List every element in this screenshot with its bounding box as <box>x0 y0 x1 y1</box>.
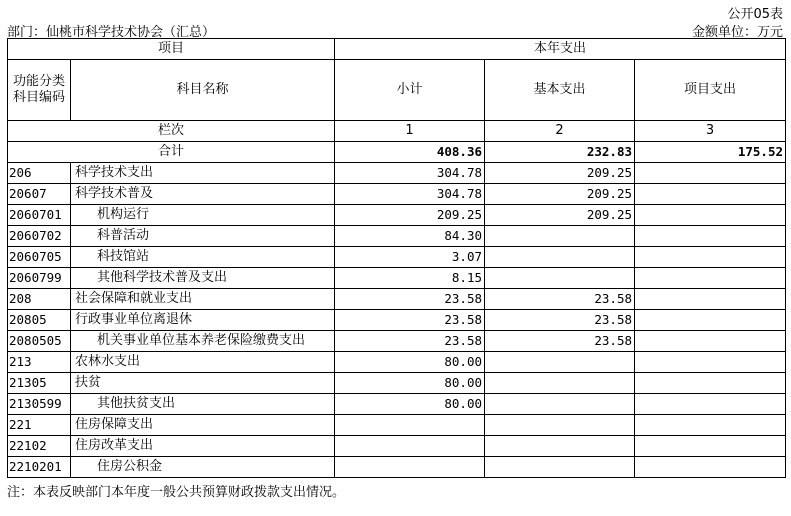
index-3: 3 <box>635 121 786 142</box>
row-basic: 209.25 <box>485 205 635 226</box>
row-name: 住房公积金 <box>71 457 335 478</box>
row-project <box>635 163 786 184</box>
row-code: 206 <box>8 163 71 184</box>
row-basic: 209.25 <box>485 184 635 205</box>
row-code: 2080505 <box>8 331 71 352</box>
row-code: 21305 <box>8 373 71 394</box>
footnote: 注：本表反映部门本年度一般公共预算财政拨款支出情况。 <box>7 485 346 500</box>
row-project <box>635 457 786 478</box>
table-row <box>8 436 786 457</box>
row-basic <box>485 394 635 415</box>
row-name: 住房保障支出 <box>71 415 335 436</box>
department-label: 部门：仙桃市科学技术协会（汇总） <box>7 25 216 40</box>
row-project <box>635 247 786 268</box>
row-code: 20607 <box>8 184 71 205</box>
table-row <box>8 289 786 310</box>
row-project <box>635 184 786 205</box>
row-name: 扶贫 <box>71 373 335 394</box>
row-name: 科普活动 <box>71 226 335 247</box>
col-basic-header: 基本支出 <box>485 60 635 121</box>
row-subtotal <box>335 436 485 457</box>
row-name: 其他科学技术普及支出 <box>71 268 335 289</box>
index-1: 1 <box>335 121 485 142</box>
col-code-header: 功能分类 科目编码 <box>8 60 71 121</box>
col-project-header: 项目支出 <box>635 60 786 121</box>
row-basic: 23.58 <box>485 310 635 331</box>
row-code: 2130599 <box>8 394 71 415</box>
row-basic: 23.58 <box>485 331 635 352</box>
row-code: 2060799 <box>8 268 71 289</box>
row-project <box>635 373 786 394</box>
row-subtotal <box>335 415 485 436</box>
row-subtotal: 8.15 <box>335 268 485 289</box>
row-project <box>635 310 786 331</box>
total-project: 175.52 <box>635 142 786 163</box>
row-subtotal: 304.78 <box>335 184 485 205</box>
row-basic <box>485 226 635 247</box>
table-row <box>8 352 786 373</box>
header-row-2 <box>8 60 786 121</box>
row-code: 20805 <box>8 310 71 331</box>
row-code: 2060702 <box>8 226 71 247</box>
row-code: 2060701 <box>8 205 71 226</box>
row-code: 22102 <box>8 436 71 457</box>
table-row <box>8 268 786 289</box>
table-row <box>8 205 786 226</box>
unit-label: 金额单位：万元 <box>691 25 783 40</box>
table-row <box>8 310 786 331</box>
table-row <box>8 457 786 478</box>
row-project <box>635 415 786 436</box>
row-name: 机构运行 <box>71 205 335 226</box>
table-row <box>8 226 786 247</box>
row-code: 208 <box>8 289 71 310</box>
table-row <box>8 163 786 184</box>
row-basic <box>485 415 635 436</box>
row-subtotal: 80.00 <box>335 373 485 394</box>
form-number: 公开05表 <box>727 7 783 22</box>
row-project <box>635 226 786 247</box>
row-basic <box>485 436 635 457</box>
col-name-header: 科目名称 <box>71 60 335 121</box>
row-basic: 209.25 <box>485 163 635 184</box>
row-name: 机关事业单位基本养老保险缴费支出 <box>71 331 335 352</box>
expenditure-table <box>7 38 786 478</box>
row-basic <box>485 457 635 478</box>
row-subtotal: 23.58 <box>335 289 485 310</box>
row-name: 科学技术普及 <box>71 184 335 205</box>
row-name: 住房改革支出 <box>71 436 335 457</box>
total-label: 合计 <box>8 142 335 163</box>
row-code: 213 <box>8 352 71 373</box>
row-name: 社会保障和就业支出 <box>71 289 335 310</box>
row-subtotal <box>335 457 485 478</box>
table-row <box>8 247 786 268</box>
row-project <box>635 352 786 373</box>
row-subtotal: 3.07 <box>335 247 485 268</box>
col-item-header: 项目 <box>8 39 335 60</box>
row-subtotal: 80.00 <box>335 352 485 373</box>
row-name: 科学技术支出 <box>71 163 335 184</box>
row-subtotal: 80.00 <box>335 394 485 415</box>
row-subtotal: 84.30 <box>335 226 485 247</box>
row-code: 221 <box>8 415 71 436</box>
col-subtotal-header: 小计 <box>335 60 485 121</box>
index-label: 栏次 <box>8 121 335 142</box>
row-subtotal: 23.58 <box>335 310 485 331</box>
row-basic <box>485 352 635 373</box>
row-subtotal: 209.25 <box>335 205 485 226</box>
row-name: 其他扶贫支出 <box>71 394 335 415</box>
row-basic <box>485 373 635 394</box>
table-row <box>8 373 786 394</box>
row-project <box>635 289 786 310</box>
row-basic <box>485 247 635 268</box>
row-basic: 23.58 <box>485 289 635 310</box>
row-project <box>635 394 786 415</box>
header-row-1 <box>8 39 786 60</box>
row-project <box>635 205 786 226</box>
total-row <box>8 142 786 163</box>
row-name: 农林水支出 <box>71 352 335 373</box>
row-code: 2060705 <box>8 247 71 268</box>
row-project <box>635 268 786 289</box>
table-row <box>8 394 786 415</box>
table-row <box>8 331 786 352</box>
row-code: 2210201 <box>8 457 71 478</box>
col-year-header: 本年支出 <box>335 39 786 60</box>
row-subtotal: 23.58 <box>335 331 485 352</box>
row-name: 行政事业单位离退休 <box>71 310 335 331</box>
row-name: 科技馆站 <box>71 247 335 268</box>
total-basic: 232.83 <box>485 142 635 163</box>
row-project <box>635 331 786 352</box>
row-subtotal: 304.78 <box>335 163 485 184</box>
row-project <box>635 436 786 457</box>
table-row <box>8 184 786 205</box>
table-row <box>8 415 786 436</box>
total-subtotal: 408.36 <box>335 142 485 163</box>
index-row <box>8 121 786 142</box>
row-basic <box>485 268 635 289</box>
index-2: 2 <box>485 121 635 142</box>
